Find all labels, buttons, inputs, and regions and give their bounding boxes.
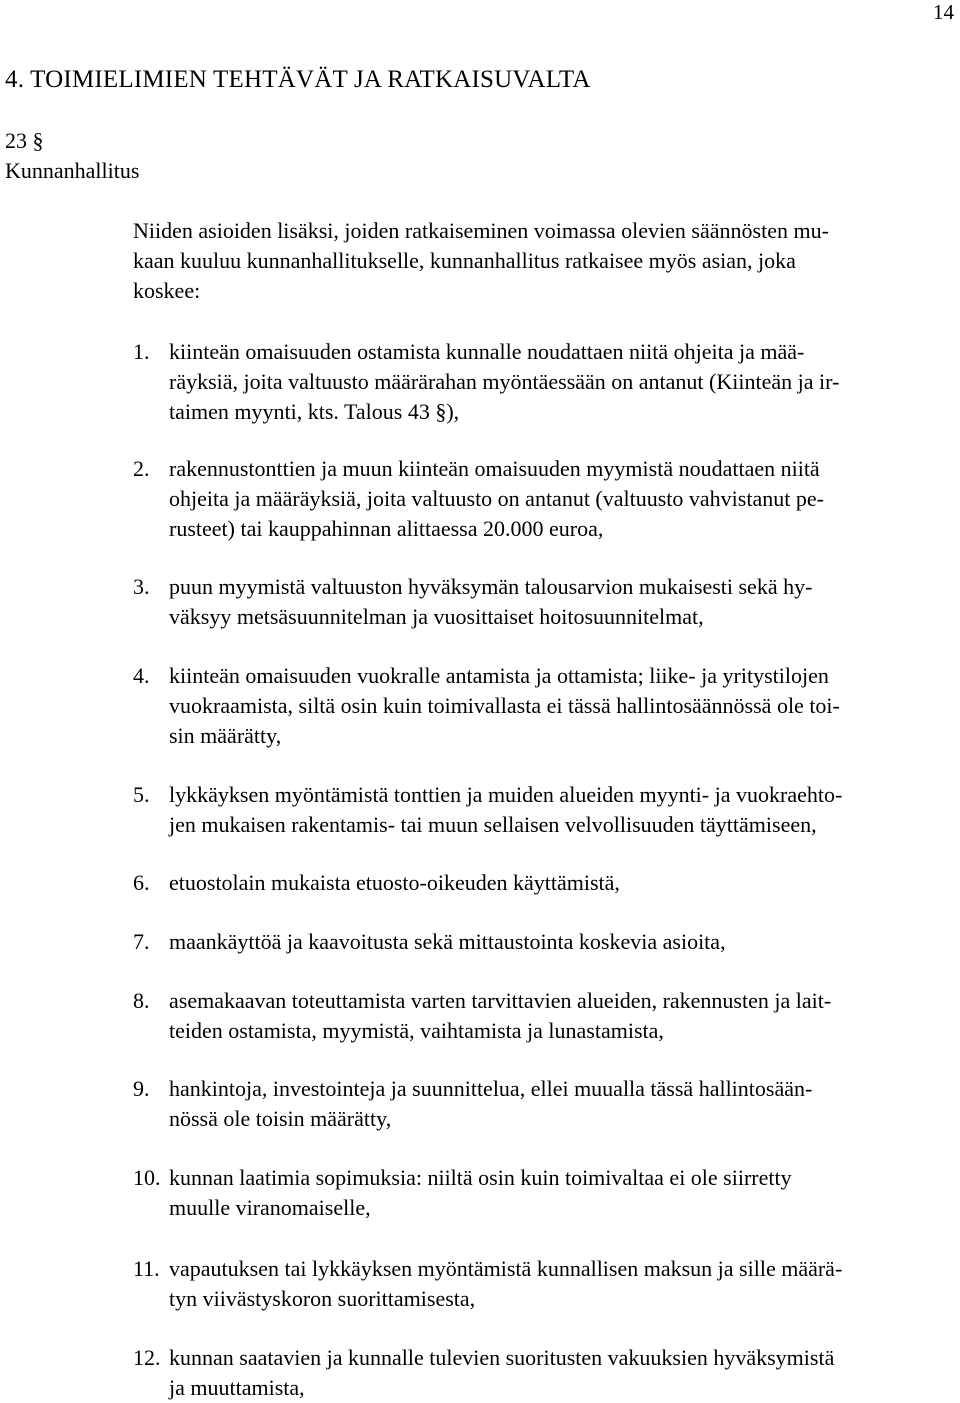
- list-item-line: kiinteän omaisuuden ostamista kunnalle noudattaen niitä ohjeita ja mää-: [169, 339, 805, 364]
- list-item-text: [169, 454, 953, 544]
- list-item-line: hankintoja, investointeja ja suunnittelua, ellei muualla tässä hallintosään-: [169, 1076, 813, 1101]
- list-item-line: jen mukaisen rakentamis- tai muun sellaisen velvollisuuden täyttämiseen,: [169, 812, 817, 837]
- list-item-number: 4.: [133, 663, 150, 688]
- list-item-line: vuokraamista, siltä osin kuin toimivallasta ei tässä hallintosäännössä ole toi-: [169, 693, 840, 718]
- list-item-number: 2.: [133, 456, 150, 481]
- list-item-number: 12.: [133, 1345, 161, 1370]
- page-number: 14: [933, 0, 954, 24]
- list-item-8: [133, 986, 953, 1046]
- list-item-line: puun myymistä valtuuston hyväksymän talousarvion mukaisesti sekä hy-: [169, 574, 813, 599]
- list-item-1: [133, 337, 953, 427]
- section-number: 23 §: [5, 128, 44, 153]
- list-item-7: [133, 927, 953, 957]
- list-item-text: [169, 868, 953, 898]
- list-item-text: [169, 1254, 953, 1314]
- list-item-9: [133, 1074, 953, 1134]
- intro-line: kaan kuuluu kunnanhallitukselle, kunnanhallitus ratkaisee myös asian, joka: [133, 248, 796, 273]
- list-item-line: nössä ole toisin määrätty,: [169, 1106, 392, 1131]
- list-item-line: muulle viranomaiselle,: [169, 1195, 371, 1220]
- list-item-text: [169, 927, 953, 957]
- list-item-number: 7.: [133, 929, 150, 954]
- list-item-line: taimen myynti, kts. Talous 43 §),: [169, 399, 460, 424]
- list-item-text: [169, 1163, 953, 1223]
- list-item-line: kiinteän omaisuuden vuokralle antamista ja ottamista; liike- ja yritystilojen: [169, 663, 829, 688]
- list-item-number: 9.: [133, 1076, 150, 1101]
- list-item-3: [133, 572, 953, 632]
- list-item-2: [133, 454, 953, 544]
- list-item-line: väksyy metsäsuunnitelman ja vuosittaiset hoitosuunnitelmat,: [169, 604, 704, 629]
- list-item-number: 6.: [133, 870, 150, 895]
- list-item-number: 3.: [133, 574, 150, 599]
- list-item-11: [133, 1254, 953, 1314]
- list-item-number: 10.: [133, 1165, 161, 1190]
- list-item-number: 5.: [133, 782, 150, 807]
- list-item-line: kunnan laatimia sopimuksia: niiltä osin kuin toimivaltaa ei ole siirretty: [169, 1165, 792, 1190]
- list-item-text: [169, 337, 953, 427]
- list-item-10: [133, 1163, 953, 1223]
- list-item-text: [169, 1343, 953, 1403]
- list-item-line: kunnan saatavien ja kunnalle tulevien suoritusten vakuuksien hyväksymistä: [169, 1345, 835, 1370]
- list-item-line: ja muuttamista,: [169, 1375, 305, 1400]
- section-heading: Kunnanhallitus: [5, 158, 140, 183]
- chapter-title: 4. TOIMIELIMIEN TEHTÄVÄT JA RATKAISUVALTA: [5, 66, 591, 93]
- intro-line: koskee:: [133, 278, 201, 303]
- list-item-number: 1.: [133, 339, 150, 364]
- list-item-text: [169, 780, 953, 840]
- list-item-line: asemakaavan toteuttamista varten tarvittavien alueiden, rakennusten ja lait-: [169, 988, 832, 1013]
- list-item-line: rakennustonttien ja muun kiinteän omaisuuden myymistä noudattaen niitä: [169, 456, 820, 481]
- list-item-line: sin määrätty,: [169, 723, 282, 748]
- list-item-line: tyn viivästyskoron suorittamisesta,: [169, 1286, 476, 1311]
- list-item-12: [133, 1343, 953, 1403]
- list-item-line: maankäyttöä ja kaavoitusta sekä mittaustointa koskevia asioita,: [169, 929, 726, 954]
- list-item-line: rusteet) tai kauppahinnan alittaessa 20.000 euroa,: [169, 516, 604, 541]
- list-item-number: 8.: [133, 988, 150, 1013]
- intro-line: Niiden asioiden lisäksi, joiden ratkaiseminen voimassa olevien säännösten mu-: [133, 218, 829, 243]
- list-item-line: teiden ostamista, myymistä, vaihtamista ja lunastamista,: [169, 1018, 664, 1043]
- list-item-5: [133, 780, 953, 840]
- list-item-number: 11.: [133, 1256, 160, 1281]
- list-item-text: [169, 986, 953, 1046]
- list-item-line: lykkäyksen myöntämistä tonttien ja muiden alueiden myynti- ja vuokraehto-: [169, 782, 843, 807]
- list-item-line: räyksiä, joita valtuusto määrärahan myöntäessään on antanut (Kiinteän ja ir-: [169, 369, 840, 394]
- list-item-line: vapautuksen tai lykkäyksen myöntämistä kunnallisen maksun ja sille määrä-: [169, 1256, 843, 1281]
- list-item-line: ohjeita ja määräyksiä, joita valtuusto on antanut (valtuusto vahvistanut pe-: [169, 486, 824, 511]
- list-item-text: [169, 572, 953, 632]
- intro-paragraph: [133, 216, 953, 306]
- list-item-text: [169, 661, 953, 751]
- list-item-4: [133, 661, 953, 751]
- list-item-6: [133, 868, 953, 898]
- list-item-line: etuostolain mukaista etuosto-oikeuden käyttämistä,: [169, 870, 620, 895]
- list-item-text: [169, 1074, 953, 1134]
